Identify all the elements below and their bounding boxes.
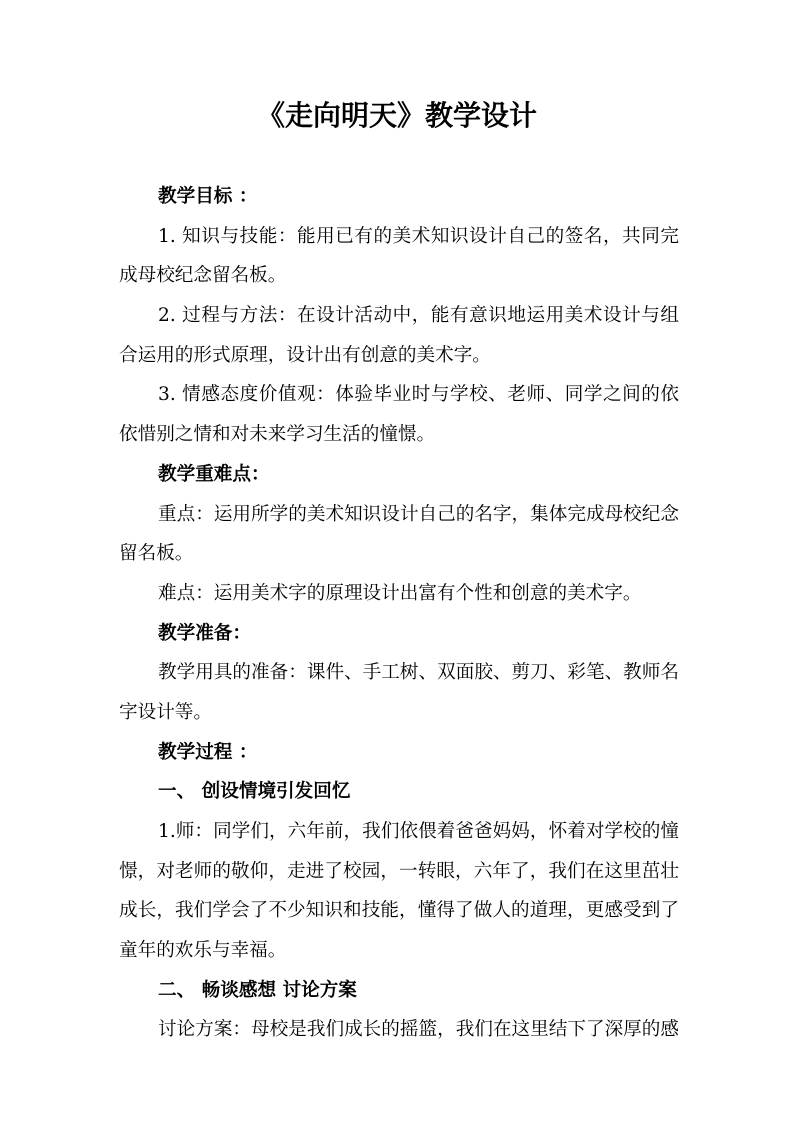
section-2-para-line-1: 讨论方案：母校是我们成长的摇篮，我们在这里结下了深厚的感 — [158, 1019, 679, 1041]
section-2-heading: 二、 畅谈感想 讨论方案 — [158, 979, 357, 1001]
goal-3-line-1: 3. 情感态度价值观：体验毕业时与学校、老师、同学之间的依 — [158, 384, 679, 406]
heading-teaching-preparation: 教学准备： — [158, 622, 251, 644]
preparation-line-2: 字设计等。 — [119, 701, 212, 723]
document-body — [119, 177, 679, 1050]
goal-2-line-1: 2. 过程与方法：在设计活动中，能有意识地运用美术设计与组 — [158, 305, 679, 327]
goal-3-line-2: 依惜别之情和对未来学习生活的憧憬。 — [119, 424, 436, 446]
section-1-para-line-4: 童年的欢乐与幸福。 — [119, 940, 287, 962]
key-point-line-2: 留名板。 — [119, 543, 194, 565]
section-1-para-line-3: 成长，我们学会了不少知识和技能，懂得了做人的道理，更感受到了 — [119, 900, 679, 922]
goal-1-line-1: 1. 知识与技能：能用已有的美术知识设计自己的签名，共同完 — [158, 225, 679, 247]
section-1-para-line-1: 1.师：同学们，六年前，我们依偎着爸爸妈妈，怀着对学校的憧 — [158, 821, 679, 842]
key-point-line-1: 重点：运用所学的美术知识设计自己的名字，集体完成母校纪念 — [158, 503, 679, 525]
goal-1-line-2: 成母校纪念留名板。 — [119, 265, 287, 287]
difficult-point: 难点：运用美术字的原理设计出富有个性和创意的美术字。 — [158, 582, 642, 604]
document-title: 《走向明天》教学设计 — [256, 99, 537, 132]
heading-key-difficult-points: 教学重难点： — [158, 463, 270, 485]
goal-2-line-2: 合运用的形式原理，设计出有创意的美术字。 — [119, 344, 491, 366]
heading-teaching-process: 教学过程 ： — [158, 741, 258, 763]
heading-teaching-goals: 教学目标 ： — [158, 186, 258, 207]
section-1-para-line-2: 憬，对老师的敬仰，走进了校园，一转眼，六年了，我们在这里茁壮 — [119, 860, 679, 882]
section-1-heading: 一、 创设情境引发回忆 — [158, 781, 351, 803]
preparation-line-1: 教学用具的准备：课件、手工树、双面胶、剪刀、彩笔、教师名 — [158, 662, 679, 684]
